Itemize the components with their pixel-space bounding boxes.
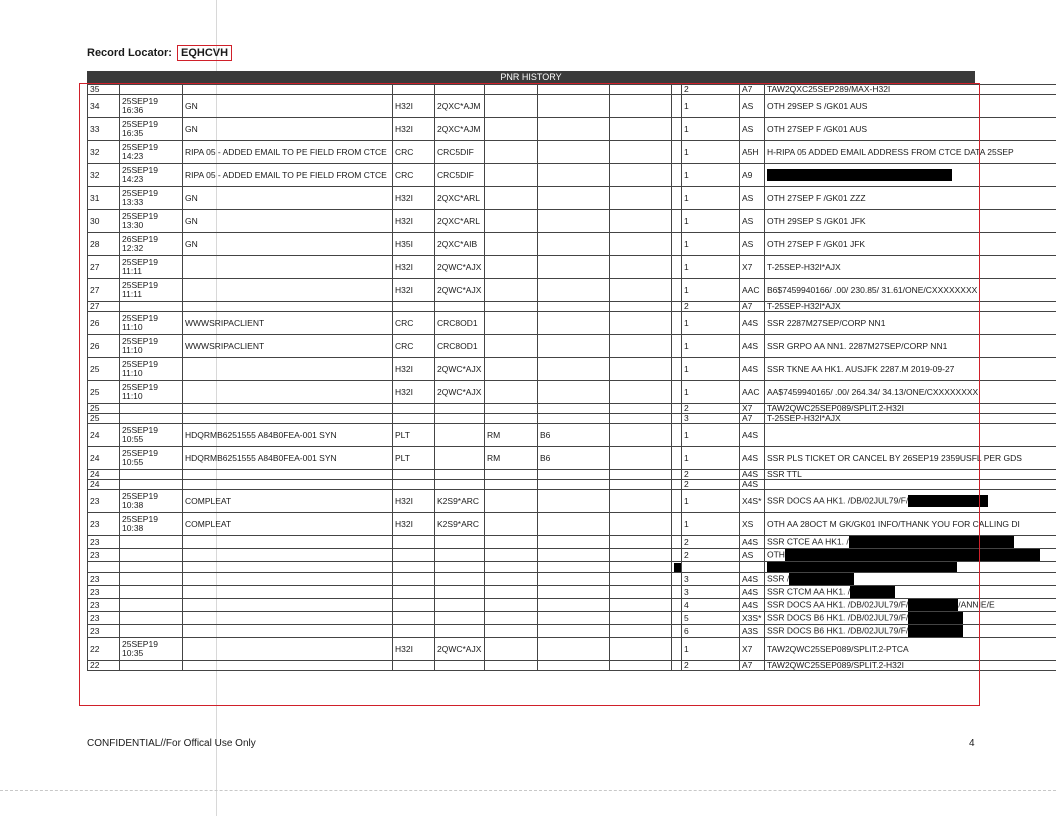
cell-text: COMPLEAT xyxy=(183,513,393,536)
cell-city: H32I xyxy=(393,279,435,302)
cell-date: 25SEP19 xyxy=(122,313,158,323)
cell-action: AS xyxy=(740,549,765,562)
cell-remark: SSR PLS TICKET OR CANCEL BY 26SEP19 2359USFL PER GDS xyxy=(765,447,1056,470)
cell-seq: 1 xyxy=(682,638,740,661)
cell-remark: T-25SEP-H32I*AJX xyxy=(765,256,1056,279)
cell-time: 16:35 xyxy=(122,128,144,138)
cell-text: RIPA 05 - ADDED EMAIL TO PE FIELD FROM CTCE xyxy=(183,141,393,164)
cell-action: A7 xyxy=(740,661,765,671)
cell-id: 22 xyxy=(88,638,120,661)
cell-time: 13:30 xyxy=(122,220,144,230)
cell-remark: H-RIPA 05 ADDED EMAIL ADDRESS FROM CTCE DATA 25SEP xyxy=(765,141,1056,164)
cell-id: 27 xyxy=(88,279,120,302)
cell-seq: 1 xyxy=(682,358,740,381)
cell-id: 24 xyxy=(88,447,120,470)
cell-time: 11:10 xyxy=(122,391,143,401)
cell-seq: 2 xyxy=(682,302,740,312)
cell-agent: 2QWC*AJX xyxy=(435,279,485,302)
cell-time: 16:36 xyxy=(122,105,144,115)
cell-id: 23 xyxy=(88,513,120,536)
cell-date: 25SEP19 xyxy=(122,382,158,392)
cell-id: 28 xyxy=(88,233,120,256)
cell-agent: 2QXC*AJM xyxy=(435,95,485,118)
cell-agent: 2QXC*ARL xyxy=(435,187,485,210)
cell-city: H32I xyxy=(393,118,435,141)
cell-action: A4S xyxy=(740,470,765,480)
remark-tail: /ANNIE/E xyxy=(958,599,995,610)
cell-remark: TAW2QXC25SEP289/MAX-H32I xyxy=(765,85,1056,95)
cell-id: 32 xyxy=(88,141,120,164)
cell-seq: 1 xyxy=(682,490,740,513)
cell-remark: SSR DOCS B6 HK1. /DB/02JUL79/F/ xyxy=(765,625,1056,638)
cell-time: 14:23 xyxy=(122,151,144,161)
cell-remark: OTH 29SEP S /GK01 JFK xyxy=(765,210,1056,233)
cell-action: X7 xyxy=(740,256,765,279)
cell-date: 25SEP19 xyxy=(122,491,158,501)
cell-action: A4S xyxy=(740,599,765,612)
cell-remark: OTH 27SEP F /GK01 JFK xyxy=(765,233,1056,256)
cell-agent: CRC5DIF xyxy=(435,141,485,164)
cell-time: 10:55 xyxy=(122,434,144,444)
cell-date: 26SEP19 xyxy=(122,234,158,244)
cell-remark: SSR CTCE AA HK1. / xyxy=(765,536,1056,549)
cell-date: 25SEP19 xyxy=(122,448,158,458)
cell-seq: 1 xyxy=(682,187,740,210)
cell-city: PLT xyxy=(393,447,435,470)
cell-seq: 1 xyxy=(682,513,740,536)
cell-time: 11:11 xyxy=(122,289,143,299)
cell-agent: 2QWC*AJX xyxy=(435,256,485,279)
cell-seq: 1 xyxy=(682,312,740,335)
cell-seq: 1 xyxy=(682,141,740,164)
cell-agent: 2QXC*AIB xyxy=(435,233,485,256)
cell-agent: 2QWC*AJX xyxy=(435,638,485,661)
cell-remark: TAW2QWC25SEP089/SPLIT.2-H32I xyxy=(765,404,1056,414)
cell-agent: K2S9*ARC xyxy=(435,513,485,536)
cell-seq: 2 xyxy=(682,404,740,414)
cell-date: 25SEP19 xyxy=(122,280,158,290)
page-number: 4 xyxy=(969,738,975,749)
cell-time: 13:33 xyxy=(122,197,144,207)
cell-id: 23 xyxy=(88,536,120,549)
cell-date: 25SEP19 xyxy=(122,165,158,175)
cell-b: B6 xyxy=(538,447,610,470)
cell-action: X4S* xyxy=(740,490,765,513)
cell-seq: 1 xyxy=(682,447,740,470)
cell-id: 27 xyxy=(88,302,120,312)
cell-text: RIPA 05 - ADDED EMAIL TO PE FIELD FROM CTCE xyxy=(183,164,393,187)
cell-action: XS xyxy=(740,513,765,536)
confidential-footer: CONFIDENTIAL//For Offical Use Only xyxy=(87,738,256,749)
highlight-frame xyxy=(79,83,980,706)
cell-action: AS xyxy=(740,210,765,233)
cell-city: H32I xyxy=(393,256,435,279)
cell-date: 25SEP19 xyxy=(122,119,158,129)
cell-agent: CRC8OD1 xyxy=(435,312,485,335)
cell-id: 24 xyxy=(88,480,120,490)
cell-seq: 3 xyxy=(682,573,740,586)
cell-time: 11:11 xyxy=(122,266,143,276)
cell-time: 11:10 xyxy=(122,368,143,378)
cell-seq: 2 xyxy=(682,85,740,95)
cell-seq: 1 xyxy=(682,279,740,302)
pnr-history-header: PNR HISTORY xyxy=(87,71,975,83)
cell-seq: 1 xyxy=(682,164,740,187)
cell-seq: 1 xyxy=(682,210,740,233)
cell-remark: OTH 27SEP F /GK01 AUS xyxy=(765,118,1056,141)
cell-agent: 2QWC*AJX xyxy=(435,381,485,404)
cell-id: 25 xyxy=(88,381,120,404)
cell-city: H32I xyxy=(393,95,435,118)
cell-id: 23 xyxy=(88,625,120,638)
cell-seq: 2 xyxy=(682,470,740,480)
record-locator-value: EQHCVH xyxy=(177,45,232,61)
cell-remark: SSR CTCM AA HK1. / xyxy=(765,586,1056,599)
cell-time: 14:23 xyxy=(122,174,144,184)
cell-a: RM xyxy=(485,424,538,447)
cell-remark: OTH xyxy=(765,549,1056,562)
cell-date: 25SEP19 xyxy=(122,188,158,198)
cell-id: 33 xyxy=(88,118,120,141)
cell-seq: 1 xyxy=(682,118,740,141)
cell-id: 24 xyxy=(88,424,120,447)
cell-date: 25SEP19 xyxy=(122,425,158,435)
cell-action: A9 xyxy=(740,164,765,187)
cell-action: A7 xyxy=(740,85,765,95)
cell-action: A4S xyxy=(740,480,765,490)
cell-remark: AA$7459940165/ .00/ 264.34/ 34.13/ONE/CXXXXXXXX xyxy=(765,381,1056,404)
cell-seq: 3 xyxy=(682,586,740,599)
cell-seq: 1 xyxy=(682,335,740,358)
cell-action: A4S xyxy=(740,447,765,470)
cell-action: A5H xyxy=(740,141,765,164)
cell-city: H32I xyxy=(393,187,435,210)
cell-seq: 1 xyxy=(682,381,740,404)
cell-time: 10:38 xyxy=(122,500,144,510)
cell-action: A4S xyxy=(740,536,765,549)
cell-id: 22 xyxy=(88,661,120,671)
cell-id: 32 xyxy=(88,164,120,187)
record-locator-label: Record Locator: xyxy=(87,47,172,59)
cell-action: A7 xyxy=(740,302,765,312)
cell-remark: OTH AA 28OCT M GK/GK01 INFO/THANK YOU FOR CALLING DI xyxy=(765,513,1056,536)
cell-id: 26 xyxy=(88,335,120,358)
cell-a: RM xyxy=(485,447,538,470)
cell-date: 25SEP19 xyxy=(122,142,158,152)
cell-id: 24 xyxy=(88,470,120,480)
cell-agent: CRC8OD1 xyxy=(435,335,485,358)
cell-action: AS xyxy=(740,118,765,141)
cell-seq: 5 xyxy=(682,612,740,625)
cell-seq: 3 xyxy=(682,414,740,424)
cell-b: B6 xyxy=(538,424,610,447)
cell-action: A4S xyxy=(740,312,765,335)
cell-text: HDQRMB6251555 A84B0FEA-001 SYN xyxy=(183,447,393,470)
cell-remark: TAW2QWC25SEP089/SPLIT.2-H32I xyxy=(765,661,1056,671)
cell-id: 23 xyxy=(88,573,120,586)
cell-date: 25SEP19 xyxy=(122,336,158,346)
cell-text: WWWSRIPACLIENT xyxy=(183,312,393,335)
cell-remark: SSR / xyxy=(765,573,1056,586)
cell-id: 34 xyxy=(88,95,120,118)
cell-text: GN xyxy=(183,187,393,210)
cell-agent: 2QWC*AJX xyxy=(435,358,485,381)
cell-seq: 1 xyxy=(682,256,740,279)
cell-remark: OTH 29SEP S /GK01 AUS xyxy=(765,95,1056,118)
cell-action: A7 xyxy=(740,414,765,424)
cell-date: 25SEP19 xyxy=(122,359,158,369)
cell-action: AAC xyxy=(740,279,765,302)
cell-remark: SSR GRPO AA NN1. 2287M27SEP/CORP NN1 xyxy=(765,335,1056,358)
cell-text: GN xyxy=(183,95,393,118)
cell-id: 23 xyxy=(88,490,120,513)
cell-id: 25 xyxy=(88,358,120,381)
cell-agent: 2QXC*ARL xyxy=(435,210,485,233)
cell-seq: 6 xyxy=(682,625,740,638)
cell-action: X3S* xyxy=(740,612,765,625)
cell-action: A4S xyxy=(740,586,765,599)
cell-remark: B6$7459940166/ .00/ 230.85/ 31.61/ONE/CXXXXXXXX xyxy=(765,279,1056,302)
cell-remark: SSR DOCS B6 HK1. /DB/02JUL79/F/ xyxy=(765,612,1056,625)
cell-id: 23 xyxy=(88,586,120,599)
cell-remark: T-25SEP-H32I*AJX xyxy=(765,302,1056,312)
cell-remark: SSR TKNE AA HK1. AUSJFK 2287.M 2019-09-27 xyxy=(765,358,1056,381)
cell-city: CRC xyxy=(393,335,435,358)
cell-seq: 2 xyxy=(682,536,740,549)
cell-city: CRC xyxy=(393,312,435,335)
cell-text: WWWSRIPACLIENT xyxy=(183,335,393,358)
cell-city: H32I xyxy=(393,490,435,513)
cell-time: 10:55 xyxy=(122,457,144,467)
cell-text: COMPLEAT xyxy=(183,490,393,513)
cell-text: GN xyxy=(183,233,393,256)
cell-action: X7 xyxy=(740,404,765,414)
cell-text: HDQRMB6251555 A84B0FEA-001 SYN xyxy=(183,424,393,447)
cell-id: 35 xyxy=(88,85,120,95)
cell-seq: 1 xyxy=(682,424,740,447)
cell-time: 11:10 xyxy=(122,322,143,332)
cell-date: 25SEP19 xyxy=(122,211,158,221)
cell-agent: CRC5DIF xyxy=(435,164,485,187)
cell-time: 10:35 xyxy=(122,648,144,658)
cell-action: AS xyxy=(740,95,765,118)
cell-city: H32I xyxy=(393,381,435,404)
cell-date: 25SEP19 xyxy=(122,96,158,106)
cell-id: 26 xyxy=(88,312,120,335)
record-locator xyxy=(87,47,232,59)
cell-date: 25SEP19 xyxy=(122,639,158,649)
cell-action: A4S xyxy=(740,358,765,381)
cell-action: A4S xyxy=(740,424,765,447)
cell-agent: 2QXC*AJM xyxy=(435,118,485,141)
cell-seq: 4 xyxy=(682,599,740,612)
cell-city: H32I xyxy=(393,210,435,233)
cell-action: A3S xyxy=(740,625,765,638)
cell-remark: SSR TTL xyxy=(765,470,1056,480)
cell-city: H32I xyxy=(393,358,435,381)
cell-id: 27 xyxy=(88,256,120,279)
cell-action: X7 xyxy=(740,638,765,661)
cell-time: 10:38 xyxy=(122,523,144,533)
cell-city: PLT xyxy=(393,424,435,447)
cell-action: AS xyxy=(740,233,765,256)
scan-artifact-line xyxy=(0,790,1056,791)
cell-remark: SSR 2287M27SEP/CORP NN1 xyxy=(765,312,1056,335)
cell-time: 11:10 xyxy=(122,345,143,355)
cell-date: 25SEP19 xyxy=(122,257,158,267)
cell-agent: K2S9*ARC xyxy=(435,490,485,513)
cell-id: 31 xyxy=(88,187,120,210)
cell-city: CRC xyxy=(393,164,435,187)
cell-id: 25 xyxy=(88,404,120,414)
cell-remark: OTH 27SEP F /GK01 ZZZ xyxy=(765,187,1056,210)
cell-action: A4S xyxy=(740,573,765,586)
cell-seq: 2 xyxy=(682,661,740,671)
cell-action: AAC xyxy=(740,381,765,404)
cell-city: H35I xyxy=(393,233,435,256)
cell-seq: 1 xyxy=(682,95,740,118)
cell-remark: TAW2QWC25SEP089/SPLIT.2-PTCA xyxy=(765,638,1056,661)
cell-id: 23 xyxy=(88,599,120,612)
cell-time: 12:32 xyxy=(122,243,144,253)
cell-city: H32I xyxy=(393,638,435,661)
cell-city: CRC xyxy=(393,141,435,164)
cell-seq: 2 xyxy=(682,480,740,490)
cell-city: H32I xyxy=(393,513,435,536)
cell-id: 23 xyxy=(88,549,120,562)
cell-date: 25SEP19 xyxy=(122,514,158,524)
cell-remark: T-25SEP-H32I*AJX xyxy=(765,414,1056,424)
cell-text: GN xyxy=(183,210,393,233)
cell-action: A4S xyxy=(740,335,765,358)
cell-seq: 1 xyxy=(682,233,740,256)
cell-remark: SSR DOCS AA HK1. /DB/02JUL79/F/ xyxy=(765,490,1056,513)
cell-seq: 2 xyxy=(682,549,740,562)
cell-remark: SSR DOCS AA HK1. /DB/02JUL79/F/ /ANNIE/E xyxy=(765,599,1056,612)
cell-action: AS xyxy=(740,187,765,210)
cell-id: 23 xyxy=(88,612,120,625)
cell-id: 25 xyxy=(88,414,120,424)
cell-id: 30 xyxy=(88,210,120,233)
cell-text: GN xyxy=(183,118,393,141)
